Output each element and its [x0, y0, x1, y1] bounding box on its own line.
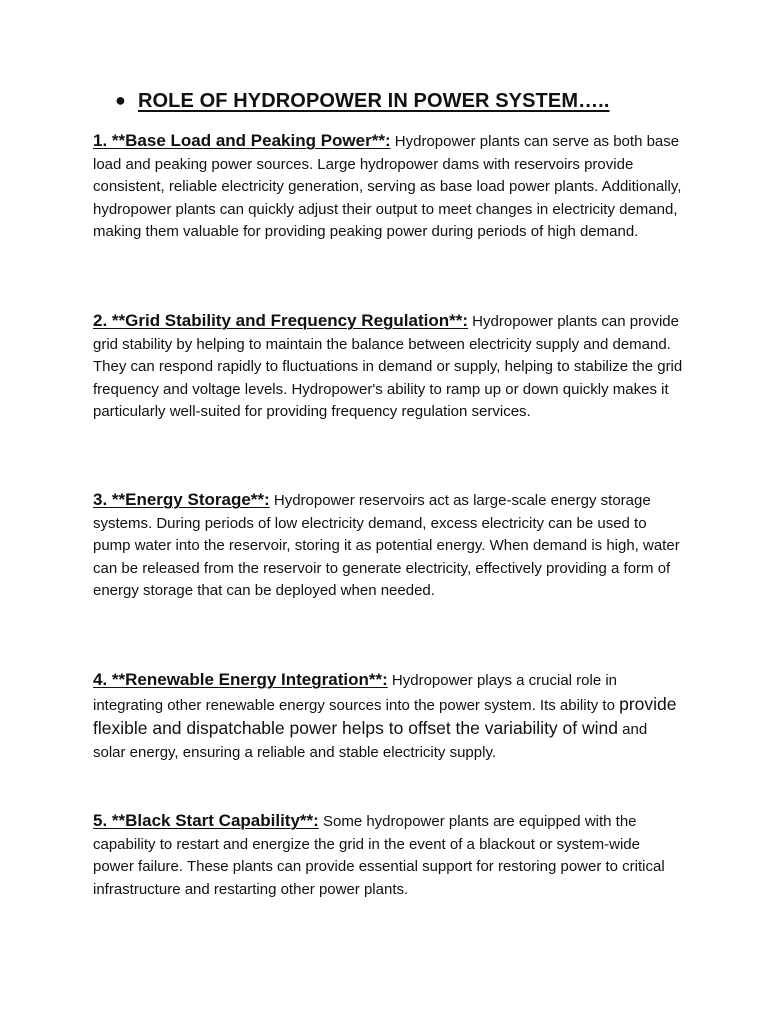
paragraph-heading: 4. **Renewable Energy Integration**:: [93, 670, 388, 689]
paragraph-body: Hydropower reservoirs act as large-scale energy storage systems. During periods of low electricity demand, excess electricity can be used to pump water into the reservoir, storing it as potential energy. When demand is high, water can be released from the reservoir to generate electricity, effectively providing a form of energy storage that can be deployed when needed.: [93, 492, 680, 600]
paragraph-body-end: and solar energy, ensuring a reliable and stable electricity supply.: [93, 721, 648, 761]
paragraph-heading: 2. **Grid Stability and Frequency Regulation**:: [93, 311, 469, 330]
paragraph-base-load: [93, 130, 683, 244]
paragraph-body: Hydropower plays a crucial role in integrating other renewable energy sources into the power system. Its ability to: [93, 672, 620, 714]
paragraph-heading: 5. **Black Start Capability**:: [93, 811, 319, 830]
paragraph-body: Hydropower plants can serve as both base load and peaking power sources. Large hydropower dams with reservoirs provide consistent, reliable electricity generation, serving as base load power plants. Additionally, hydropower plants can quickly adjust their output to meet changes in electricity demand, making them valuable for providing peaking power during periods of high demand.: [93, 133, 682, 241]
paragraph-body: Hydropower plants can provide grid stability by helping to maintain the balance between electricity supply and demand. They can respond rapidly to fluctuations in demand or supply, helping to stabilize the grid frequency and voltage levels. Hydropower's ability to ramp up or down quickly makes it particularly well-suited for providing frequency regulation services.: [93, 313, 683, 421]
paragraph-heading: 1. **Base Load and Peaking Power**:: [93, 131, 391, 150]
paragraph-heading: 3. **Energy Storage**:: [93, 490, 270, 509]
paragraph-body-large: provide flexible and dispatchable power helps to offset the variability of wind: [93, 693, 677, 739]
page-title-text: ROLE OF HYDROPOWER IN POWER SYSTEM…..: [137, 90, 610, 112]
paragraph-body: Some hydropower plants are equipped with the capability to restart and energize the grid in the event of a blackout or system-wide power failure. These plants can provide essential support for restoring power to critical infrastructure and restarting other power plants.: [93, 813, 665, 898]
paragraph-renewable-integration: [93, 669, 683, 764]
page-title: [115, 90, 715, 113]
paragraph-energy-storage: [93, 489, 683, 603]
paragraph-black-start: [93, 810, 683, 901]
paragraph-grid-stability: [93, 310, 683, 424]
bullet-icon: ●: [115, 90, 126, 110]
